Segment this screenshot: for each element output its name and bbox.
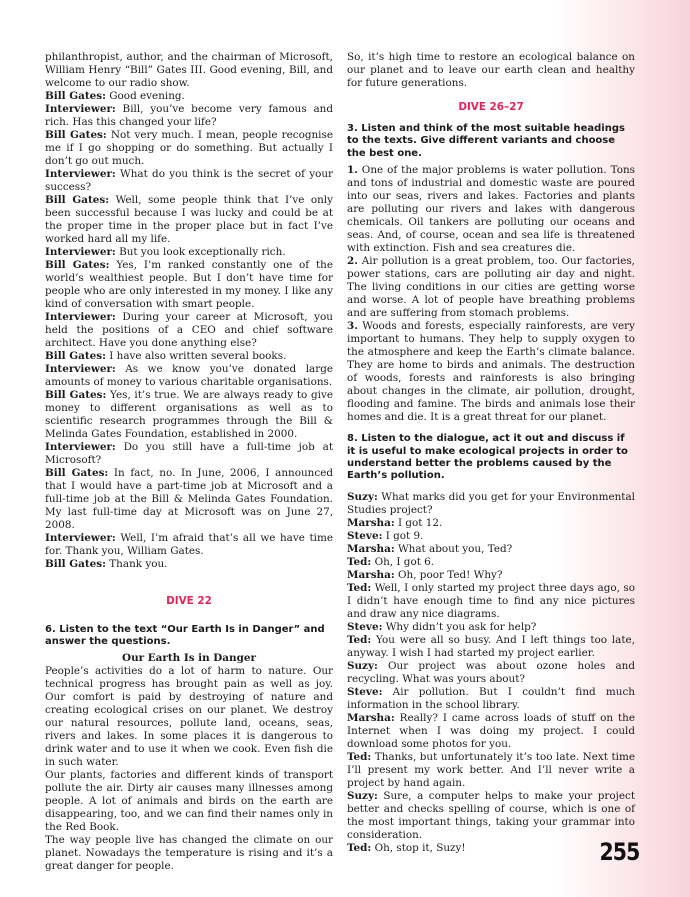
text-item: 2. Air pollution is a great problem, too. Our factories, power stations, cars are polluting air day and night. The living conditions in our cities are getting worse and worse. A lot of people have breathing problems and are suffering from stomach problems. — [347, 255, 635, 320]
dialogue-line: Suzy: Our project was about ozone holes and recycling. What was yours about? — [347, 659, 635, 685]
story-paragraph: Our plants, factories and different kinds of transport pollute the air. Dirty air causes many illnesses among people. A lot of animals and birds on the earth are disappearing, too, and we can find their names only in the Red Book. — [45, 768, 333, 833]
interview-line: Bill Gates: I have also written several books. — [45, 350, 287, 362]
interview-line: philanthropist, author, and the chairman of Microsoft, William Henry “Bill” Gates III. Good evening, Bill, and welcome to our radio show. — [45, 51, 333, 89]
interview-line: Bill Gates: Thank you. — [45, 558, 168, 570]
left-column — [45, 51, 333, 873]
story-title: Our Earth Is in Danger — [122, 651, 256, 664]
interview-line: Interviewer: During your career at Microsoft, you held the positions of a CEO and chief software architect. Have you done anything else? — [45, 311, 333, 349]
right-column — [347, 51, 635, 855]
story-paragraph: The way people live has changed the climate on our planet. Nowadays the temperature is rising and it’s a great danger for people. — [45, 833, 333, 872]
interview-line: Bill Gates: Well, some people think that I’ve only been successful because I was lucky and could be at the proper time in the proper place but in fact I’ve worked hard all my life. — [45, 194, 333, 245]
dialogue-line: Marsha: I got 12. — [347, 516, 443, 529]
dialogue-line: Suzy: What marks did you get for your Environmental Studies project? — [347, 490, 635, 516]
text-item: 1. One of the major problems is water pollution. Tons and tons of industrial and domestic waste are poured into our seas, rivers and lakes. Factories and plants are polluting our rivers and lakes with dangerous chemicals. Oil tankers are polluting our oceans and seas. And, of course, ocean and sea life is threatened with extinction. Fish and sea creatures die. — [347, 164, 635, 255]
interview-line: Bill Gates: Good evening. — [45, 90, 185, 102]
task-3-texts — [347, 164, 635, 424]
dialogue-line: Steve: Why didn’t you ask for help? — [347, 620, 537, 633]
interview-line: Bill Gates: Not very much. I mean, people recognise me if I go shopping or do something. But actually I don’t go out much. — [45, 129, 333, 167]
interview-line: Interviewer: Bill, you’ve become very famous and rich. Has this changed your life? — [45, 103, 333, 128]
dialogue-line: Marsha: What about you, Ted? — [347, 542, 513, 555]
dialogue-line: Steve: I got 9. — [347, 529, 424, 542]
dialogue-line: Marsha: Oh, poor Ted! Why? — [347, 568, 503, 581]
page-number: 255 — [599, 838, 640, 866]
dive-22-heading: DIVE 22 — [166, 595, 212, 607]
interview-line: Bill Gates: Yes, it’s true. We are always ready to give money to different organisations as well as to scientific research programmes through the Bill & Melinda Gates Foundation, established in 2000. — [45, 389, 333, 440]
interview-line: Bill Gates: Yes, I’m ranked constantly one of the world’s wealthiest people. But I don’t have time for people who are only interested in my money. I like any kind of conversation with smart people. — [45, 259, 333, 310]
dialogue-line: Steve: Air pollution. But I couldn’t find much information in the school library. — [347, 685, 635, 711]
dialogue-line: Ted: Well, I only started my project three days ago, so I didn’t have enough time to find any nice pictures and draw any nice diagrams. — [347, 581, 635, 620]
dialogue-line: Ted: You were all so busy. And I left things too late, anyway. I wish I had started my project earlier. — [347, 633, 635, 659]
dialogue-line: Marsha: Really? I came across loads of stuff on the Internet when I was doing my project. I could download some photos for you. — [347, 711, 635, 750]
task-3: 3. Listen and think of the most suitable headings to the texts. Give different variants and choose the best one. — [347, 123, 625, 159]
dialogue-line: Ted: Oh, stop it, Suzy! — [347, 841, 466, 854]
interview — [45, 51, 333, 571]
interview-line: Interviewer: Well, I’m afraid that’s all we have time for. Thank you, William Gates. — [45, 532, 333, 557]
interview-line: Interviewer: As we know you’ve donated large amounts of money to various charitable organisations. — [45, 363, 333, 388]
dialogue-line: Suzy: Sure, a computer helps to make your project better and checks spelling of course, which is one of the most important things, taking your grammar into consideration. — [347, 789, 635, 841]
dive-26-27-heading: DIVE 26–27 — [458, 101, 524, 113]
dialogue — [347, 491, 635, 855]
task-8: 8. Listen to the dialogue, act it out and discuss if it is useful to make ecological projects in order to understand better the problems caused by the Earth’s pollution. — [347, 433, 628, 482]
interview-line: Interviewer: Do you still have a full-time job at Microsoft? — [45, 441, 333, 466]
story-paragraph: People’s activities do a lot of harm to nature. Our technical progress has brought pain as well as joy. Our comfort is paid by destroying of nature and creating ecological crises on our planet. We destroy our natural resources, pollute land, oceans, seas, rivers and lakes. In some places it is dangerous to drink water and to use it when we cook. Even fish die in such water. — [45, 664, 333, 768]
task-6: 6. Listen to the text “Our Earth Is in Danger” and answer the questions. — [45, 624, 325, 648]
interview-line: Interviewer: What do you think is the secret of your success? — [45, 168, 333, 193]
dialogue-line: Ted: Oh, I got 6. — [347, 555, 435, 568]
story-paragraph: So, it’s high time to restore an ecological balance on our planet and to leave our earth clean and healthy for future generations. — [347, 51, 635, 89]
dialogue-line: Ted: Thanks, but unfortunately it’s too late. Next time I’ll present my work better. And I’ll never write a project by hand again. — [347, 750, 635, 789]
text-item: 3. Woods and forests, especially rainforests, are very important to humans. They help to supply oxygen to the atmosphere and keep the Earth’s climate balance. They are home to birds and animals. The destruction of woods, forests and rainforests is also bringing about changes in the climate, air pollution, drought, flooding and famine. The birds and animals lose their homes and die. It is a great threat for our planet. — [347, 320, 635, 424]
interview-line: Interviewer: But you look exceptionally rich. — [45, 246, 286, 258]
interview-line: Bill Gates: In fact, no. In June, 2006, I announced that I would have a part-time job at Microsoft and a full-time job at the Bill & Melinda Gates Foundation. My last full-time day at Microsoft was on June 27, 2008. — [45, 467, 333, 531]
